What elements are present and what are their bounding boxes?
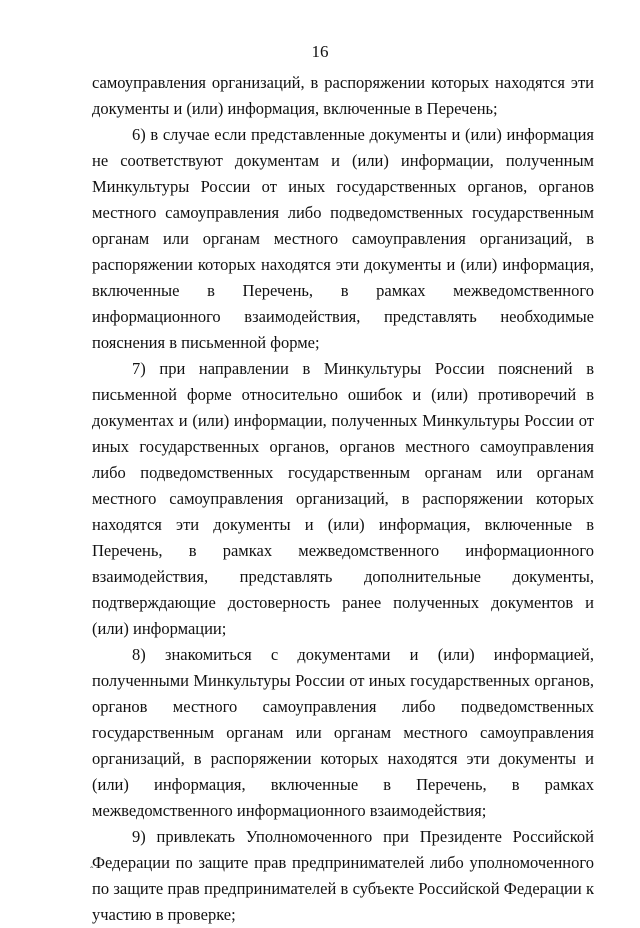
paragraph-item-7: 7) при направлении в Минкультуры России пояснений в письменной форме относительно ошибок и (или) противоречий в документах и (или) информации, полученных Минкультуры России от иных государственных органов, органов местного самоуправления либо подведомственных государственным органам или органам местного самоуправления организаций, в распоряжении которых находятся эти документы и (или) информация, включенные в Перечень, в рамках межведомственного информационного взаимодействия, представлять дополнительные документы, подтверждающие достоверность ранее полученных документов и (или) информации; — [92, 359, 594, 638]
paragraph-item-9: 9) привлекать Уполномоченного при Президенте Российской Федерации по защите прав предпринимателей либо уполномоченного по защите прав предпринимателей в субъекте Российской Федерации к участию в проверке; — [92, 827, 594, 924]
paragraph-item-6: 6) в случае если представленные документы и (или) информация не соответствуют документам и (или) информации, полученным Минкультуры России от иных государственных органов, органов местного самоуправления либо подведомственных государственным органам или органам местного самоуправления организаций, в распоряжении которых находятся эти документы и (или) информация, включенные в Перечень, в рамках межведомственного информационного взаимодействия, представлять необходимые пояснения в письменной форме; — [92, 125, 594, 352]
paragraph-continuation: самоуправления организаций, в распоряжении которых находятся эти документы и (или) информация, включенные в Перечень; — [92, 73, 594, 118]
paragraph-item-8: 8) знакомиться с документами и (или) информацией, полученными Минкультуры России от иных государственных органов, органов местного самоуправления либо подведомственных государственным органам или органам местного самоуправления организаций, в распоряжении которых находятся эти документы и (или) информация, включенные в Перечень, в рамках межведомственного информационного взаимодействия; — [92, 645, 594, 820]
scan-artifact-mark: ˆ — [90, 866, 94, 877]
page-number: 16 — [311, 42, 329, 61]
document-body — [92, 70, 594, 928]
